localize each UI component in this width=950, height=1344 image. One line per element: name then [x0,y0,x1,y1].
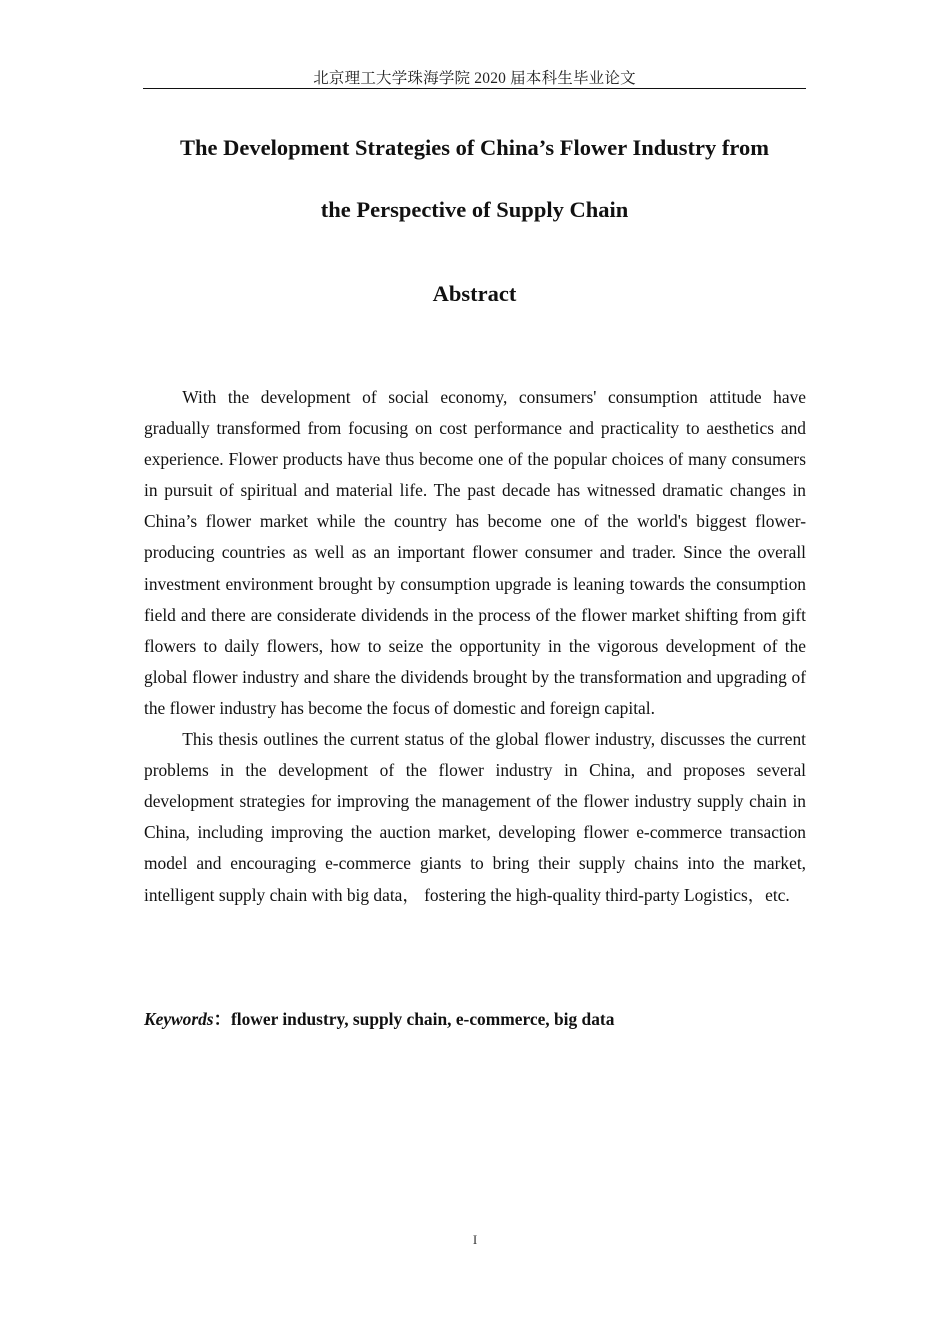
keywords-line [144,1004,806,1035]
abstract-heading: Abstract [432,281,517,306]
abstract-paragraph-1: With the development of social economy, consumers' consumption attitude have gradually transformed from focusing on cost performance and practicality to aesthetics and experience. Flower products have thus become one of the popular choices of many consumers in pursuit of spiritual and material life. The past decade has witnessed dramatic changes in China’s flower market while the country has become one of the world's biggest flower-producing countries as well as an important flower consumer and trader. Since the overall investment environment brought by consumption upgrade is leaning towards the consumption field and there are considerate dividends in the process of the flower market shifting from gift flowers to daily flowers, how to seize the opportunity in the vigorous development of the global flower industry and share the dividends brought by the transformation and upgrading of the flower industry has become the focus of domestic and foreign capital. [144,387,806,718]
abstract-paragraph-2: This thesis outlines the current status of the global flower industry, discusses the current problems in the development of the flower industry in China, and proposes several development strategies for improving the management of the flower industry supply chain in China, including improving the auction market, developing flower e-commerce transaction model and encouraging e-commerce giants to bring their supply chains into the market, intelligent supply chain with big data， fostering the high-quality third-party Logistics，etc. [144,729,806,905]
thesis-title-line-2: the Perspective of Supply Chain [320,197,629,222]
keywords-values: flower industry, supply chain, e-commerce, big data [230,1009,615,1029]
header-divider [143,88,806,89]
thesis-title-line-1: The Development Strategies of China’s Flower Industry from [180,135,769,160]
page-number: I [472,1232,478,1247]
keywords-separator: ： [213,1009,231,1029]
abstract-body [144,382,806,911]
keywords-label: Keywords [144,1009,214,1029]
running-header: 北京理工大学珠海学院 2020 届本科生毕业论文 [313,70,636,87]
